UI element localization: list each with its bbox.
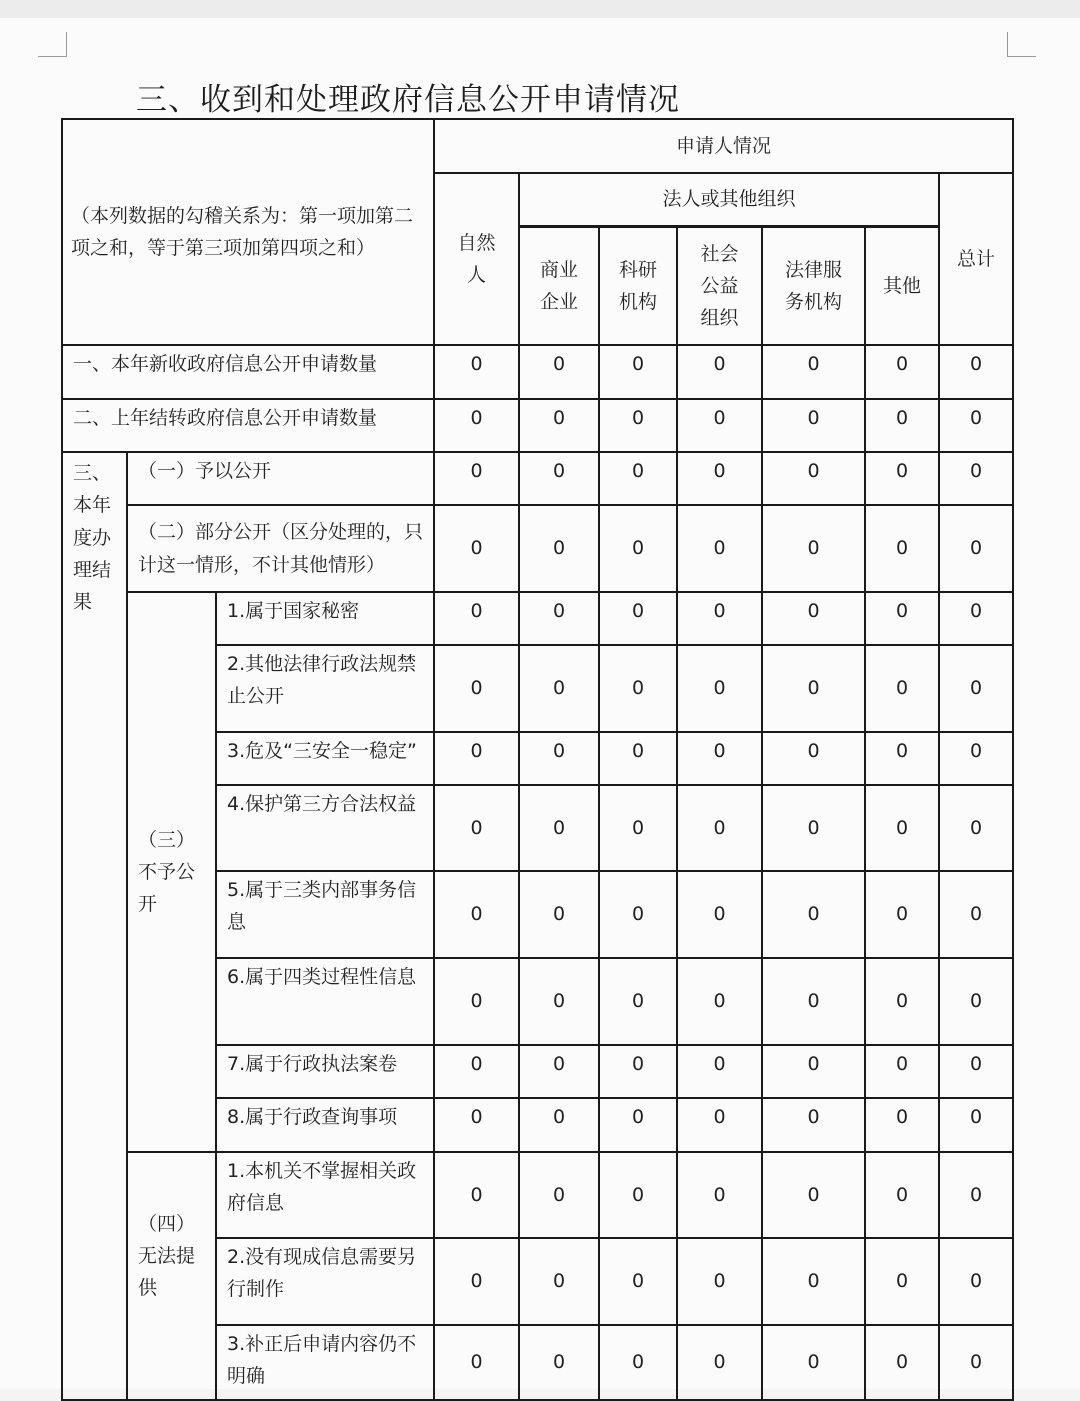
cell-business: 0: [519, 1325, 599, 1400]
cell-legal-services: 0: [762, 452, 865, 505]
cell-research: 0: [599, 1152, 677, 1238]
cell-business: 0: [519, 345, 599, 399]
cell-public-welfare: 0: [677, 1152, 762, 1238]
group-not-disclosed: （三）不予公开: [127, 592, 216, 1152]
cell-total: 0: [939, 645, 1013, 732]
row-label: 2.没有现成信息需要另行制作: [216, 1238, 434, 1325]
cell-natural-person: 0: [434, 345, 519, 399]
cell-research: 0: [599, 785, 677, 871]
row-label: 6.属于四类过程性信息: [216, 958, 434, 1045]
cell-legal-services: 0: [762, 732, 865, 785]
cell-total: 0: [939, 399, 1013, 452]
cell-legal-services: 0: [762, 1045, 865, 1098]
header-legal-entities: 法人或其他组织: [519, 173, 939, 226]
cell-other: 0: [865, 1045, 939, 1098]
cell-total: 0: [939, 345, 1013, 399]
statistics-table: [61, 118, 1014, 1401]
row-label: 4.保护第三方合法权益: [216, 785, 434, 871]
cell-legal-services: 0: [762, 1238, 865, 1325]
cell-research: 0: [599, 1238, 677, 1325]
cell-natural-person: 0: [434, 1098, 519, 1152]
cell-total: 0: [939, 871, 1013, 958]
cell-public-welfare: 0: [677, 645, 762, 732]
cell-business: 0: [519, 452, 599, 505]
header-legal-services: 法律服务机构: [762, 227, 865, 345]
group-annual-results: 三、本年度办理结果: [62, 452, 127, 1400]
cell-public-welfare: 0: [677, 1325, 762, 1400]
cell-research: 0: [599, 645, 677, 732]
section-title: 三、收到和处理政府信息公开申请情况: [136, 82, 680, 118]
cell-total: 0: [939, 732, 1013, 785]
header-other: 其他: [865, 227, 939, 345]
cell-business: 0: [519, 958, 599, 1045]
cell-legal-services: 0: [762, 505, 865, 592]
row-label: 1.本机关不掌握相关政府信息: [216, 1152, 434, 1238]
cell-public-welfare: 0: [677, 785, 762, 871]
cell-other: 0: [865, 1152, 939, 1238]
cell-public-welfare: 0: [677, 592, 762, 645]
cell-other: 0: [865, 452, 939, 505]
cell-total: 0: [939, 1325, 1013, 1400]
cell-public-welfare: 0: [677, 505, 762, 592]
row-label: 5.属于三类内部事务信息: [216, 871, 434, 958]
cell-other: 0: [865, 785, 939, 871]
cell-other: 0: [865, 732, 939, 785]
cell-other: 0: [865, 345, 939, 399]
cell-public-welfare: 0: [677, 399, 762, 452]
cell-research: 0: [599, 345, 677, 399]
cell-natural-person: 0: [434, 1045, 519, 1098]
cell-business: 0: [519, 732, 599, 785]
cell-legal-services: 0: [762, 958, 865, 1045]
cell-legal-services: 0: [762, 1098, 865, 1152]
cell-natural-person: 0: [434, 958, 519, 1045]
cell-business: 0: [519, 1152, 599, 1238]
row-label: 3.补正后申请内容仍不明确: [216, 1325, 434, 1400]
cell-legal-services: 0: [762, 345, 865, 399]
header-public-welfare: 社会公益组织: [677, 227, 762, 345]
cell-business: 0: [519, 871, 599, 958]
cell-natural-person: 0: [434, 732, 519, 785]
crop-mark-top-left: [38, 32, 67, 57]
header-business: 商业企业: [519, 227, 599, 345]
cell-total: 0: [939, 505, 1013, 592]
cell-business: 0: [519, 505, 599, 592]
row-label: 3.危及“三安全一稳定”: [216, 732, 434, 785]
cell-natural-person: 0: [434, 592, 519, 645]
cell-public-welfare: 0: [677, 452, 762, 505]
cell-legal-services: 0: [762, 645, 865, 732]
cell-business: 0: [519, 592, 599, 645]
cell-research: 0: [599, 958, 677, 1045]
cell-other: 0: [865, 399, 939, 452]
cell-research: 0: [599, 592, 677, 645]
cell-business: 0: [519, 1238, 599, 1325]
header-natural-person: 自然人: [434, 173, 519, 345]
table-row: [62, 505, 1013, 592]
cell-legal-services: 0: [762, 592, 865, 645]
cell-research: 0: [599, 732, 677, 785]
cell-natural-person: 0: [434, 871, 519, 958]
viewer-top-bar: [0, 0, 1080, 18]
cell-business: 0: [519, 1045, 599, 1098]
cell-total: 0: [939, 1152, 1013, 1238]
cell-total: 0: [939, 592, 1013, 645]
cell-public-welfare: 0: [677, 871, 762, 958]
cell-other: 0: [865, 645, 939, 732]
cell-business: 0: [519, 785, 599, 871]
cell-other: 0: [865, 1325, 939, 1400]
table-row: [62, 1152, 1013, 1238]
cell-public-welfare: 0: [677, 1098, 762, 1152]
cell-research: 0: [599, 452, 677, 505]
cell-natural-person: 0: [434, 1152, 519, 1238]
cell-other: 0: [865, 592, 939, 645]
cell-business: 0: [519, 399, 599, 452]
cell-natural-person: 0: [434, 452, 519, 505]
table-row: [62, 345, 1013, 399]
cell-business: 0: [519, 645, 599, 732]
cell-natural-person: 0: [434, 399, 519, 452]
cell-total: 0: [939, 1238, 1013, 1325]
table-row: [62, 592, 1013, 645]
row-label: （一）予以公开: [127, 452, 434, 505]
cell-total: 0: [939, 785, 1013, 871]
cell-other: 0: [865, 505, 939, 592]
cell-legal-services: 0: [762, 1152, 865, 1238]
row-label: 7.属于行政执法案卷: [216, 1045, 434, 1098]
cell-natural-person: 0: [434, 1325, 519, 1400]
cell-other: 0: [865, 1098, 939, 1152]
cell-research: 0: [599, 399, 677, 452]
cell-public-welfare: 0: [677, 732, 762, 785]
cell-natural-person: 0: [434, 645, 519, 732]
header-applicant: 申请人情况: [434, 119, 1013, 173]
row-label: 2.其他法律行政法规禁止公开: [216, 645, 434, 732]
table-row: [62, 452, 1013, 505]
cell-total: 0: [939, 958, 1013, 1045]
cell-public-welfare: 0: [677, 345, 762, 399]
group-cannot-provide: （四）无法提供: [127, 1152, 216, 1400]
cell-total: 0: [939, 452, 1013, 505]
cell-natural-person: 0: [434, 505, 519, 592]
cell-legal-services: 0: [762, 399, 865, 452]
cell-total: 0: [939, 1045, 1013, 1098]
cell-research: 0: [599, 1098, 677, 1152]
cell-research: 0: [599, 1045, 677, 1098]
crop-mark-top-right: [1007, 32, 1036, 57]
header-note: （本列数据的勾稽关系为：第一项加第二项之和，等于第三项加第四项之和）: [62, 119, 434, 345]
cell-public-welfare: 0: [677, 958, 762, 1045]
row-label: 一、本年新收政府信息公开申请数量: [62, 345, 434, 399]
cell-research: 0: [599, 1325, 677, 1400]
cell-total: 0: [939, 1098, 1013, 1152]
cell-research: 0: [599, 871, 677, 958]
header-total: 总计: [939, 173, 1013, 345]
row-label: 1.属于国家秘密: [216, 592, 434, 645]
cell-legal-services: 0: [762, 785, 865, 871]
cell-other: 0: [865, 1238, 939, 1325]
cell-public-welfare: 0: [677, 1238, 762, 1325]
cell-other: 0: [865, 958, 939, 1045]
cell-legal-services: 0: [762, 871, 865, 958]
cell-business: 0: [519, 1098, 599, 1152]
cell-natural-person: 0: [434, 785, 519, 871]
row-label: 二、上年结转政府信息公开申请数量: [62, 399, 434, 452]
row-label: 8.属于行政查询事项: [216, 1098, 434, 1152]
cell-natural-person: 0: [434, 1238, 519, 1325]
cell-legal-services: 0: [762, 1325, 865, 1400]
cell-research: 0: [599, 505, 677, 592]
cell-other: 0: [865, 871, 939, 958]
header-research: 科研机构: [599, 227, 677, 345]
table-row: [62, 399, 1013, 452]
cell-public-welfare: 0: [677, 1045, 762, 1098]
row-label: （二）部分公开（区分处理的，只计这一情形，不计其他情形）: [127, 505, 434, 592]
